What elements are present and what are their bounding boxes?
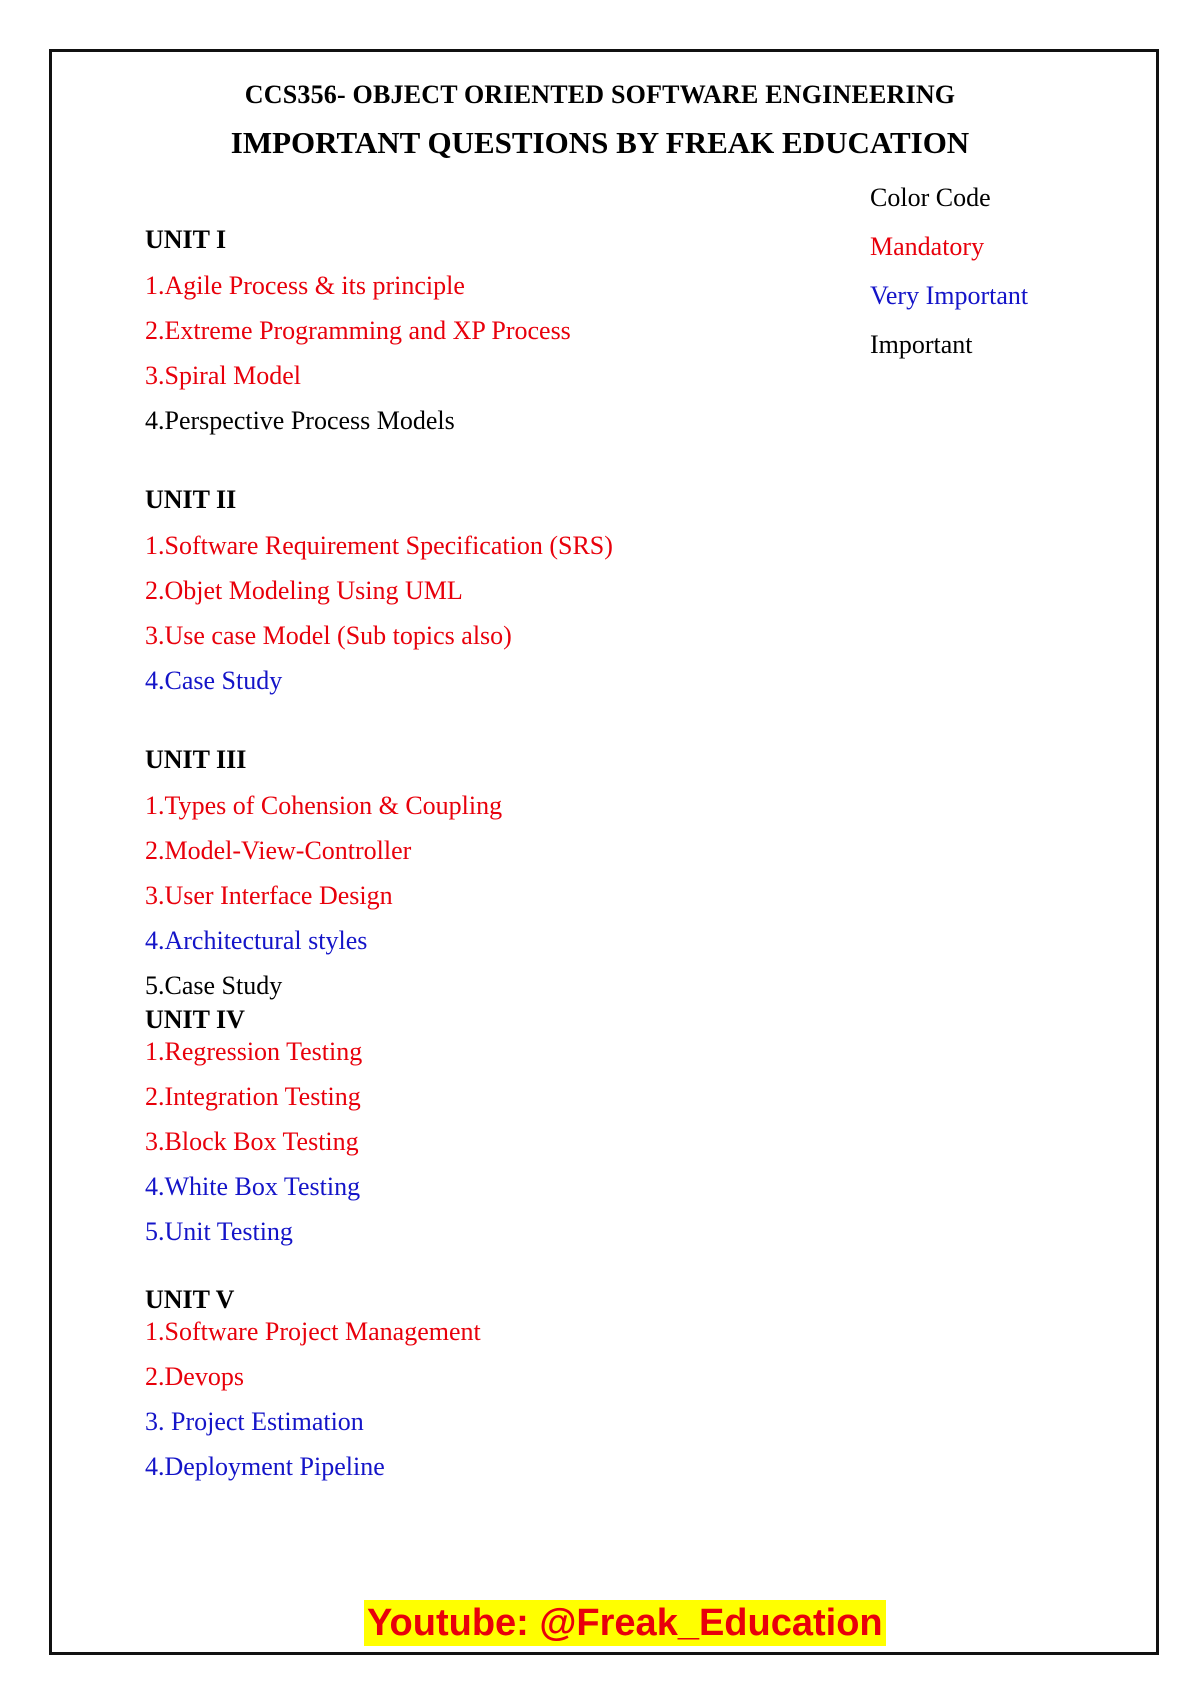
question-item: 2.Extreme Programming and XP Process	[145, 316, 571, 345]
unit-section	[145, 1282, 845, 1481]
document-title: CCS356- OBJECT ORIENTED SOFTWARE ENGINEERING	[244, 80, 956, 109]
question-item: 3. Project Estimation	[145, 1407, 364, 1436]
question-item: 3.Use case Model (Sub topics also)	[145, 621, 512, 650]
unit-section	[145, 742, 845, 1000]
question-item: 4.Case Study	[145, 666, 283, 695]
unit-section	[145, 1002, 845, 1246]
legend-title: Color Code	[870, 183, 991, 212]
question-item: 2.Devops	[145, 1362, 244, 1391]
legend-important: Important	[870, 330, 973, 359]
unit-section	[145, 222, 845, 435]
question-item: 3.Spiral Model	[145, 361, 301, 390]
question-item: 4.Perspective Process Models	[145, 406, 455, 435]
question-item: 1.Agile Process & its principle	[145, 271, 465, 300]
question-item: 1.Software Requirement Specification (SRS)	[145, 531, 613, 560]
question-item: 1.Regression Testing	[145, 1037, 363, 1066]
unit-heading: UNIT IV	[145, 1005, 245, 1034]
unit-heading: UNIT I	[145, 225, 227, 254]
question-item: 3.User Interface Design	[145, 881, 393, 910]
document-subtitle: IMPORTANT QUESTIONS BY FREAK EDUCATION	[230, 125, 970, 160]
question-item: 5.Case Study	[145, 971, 283, 1000]
legend-mandatory: Mandatory	[870, 232, 985, 261]
question-item: 2.Objet Modeling Using UML	[145, 576, 463, 605]
question-item: 4.White Box Testing	[145, 1172, 361, 1201]
color-code-legend	[870, 180, 1028, 376]
question-item: 1.Software Project Management	[145, 1317, 481, 1346]
question-item: 1.Types of Cohension & Coupling	[145, 791, 503, 820]
question-item: 3.Block Box Testing	[145, 1127, 359, 1156]
unit-heading: UNIT II	[145, 485, 237, 514]
unit-heading: UNIT V	[145, 1285, 235, 1314]
legend-very-important: Very Important	[870, 281, 1029, 310]
question-item: 2.Integration Testing	[145, 1082, 361, 1111]
unit-section	[145, 482, 845, 695]
question-item: 2.Model-View-Controller	[145, 836, 412, 865]
question-item: 4.Deployment Pipeline	[145, 1452, 385, 1481]
youtube-handle: Youtube: @Freak_Education	[364, 1600, 886, 1646]
question-item: 5.Unit Testing	[145, 1217, 293, 1246]
unit-heading: UNIT III	[145, 745, 247, 774]
question-item: 4.Architectural styles	[145, 926, 368, 955]
